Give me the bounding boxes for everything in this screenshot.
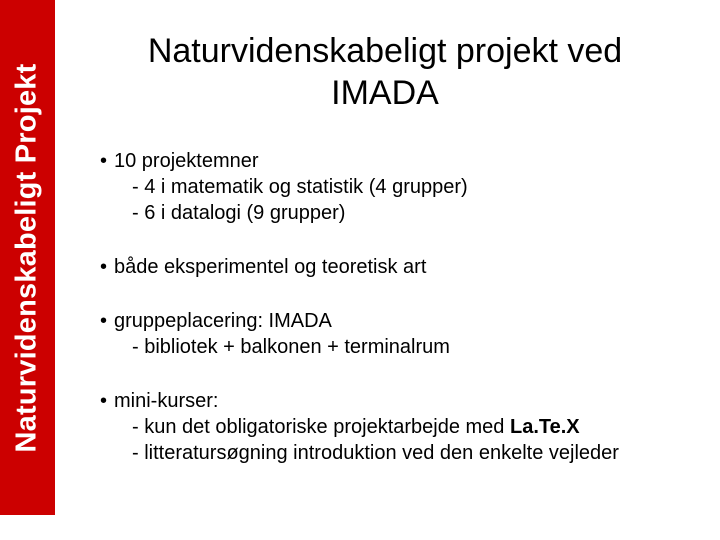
bullet-text: gruppeplacering: IMADA: [114, 310, 332, 332]
sidebar-banner: [0, 0, 55, 515]
sub-item-datalogi: - 6 i datalogi (9 grupper): [132, 202, 346, 224]
slide-title-line-2: IMADA: [331, 74, 439, 112]
sub-item-locations: - bibliotek + balkonen + terminalrum: [132, 336, 450, 358]
sidebar-label: Naturvidenskabeligt Projekt: [10, 63, 43, 453]
bullet-item-placement: [100, 308, 710, 360]
bullet-marker: •: [100, 310, 108, 332]
bullet-text: 10 projektemner: [114, 150, 259, 172]
sub-item-latex: [100, 414, 710, 440]
bullet-item-projects: [100, 148, 710, 226]
bullet-marker: •: [100, 390, 108, 412]
latex-term: La.Te.X: [510, 416, 580, 438]
bullet-marker: •: [100, 150, 108, 172]
bullet-list: [100, 148, 710, 494]
bullet-item-art: [100, 254, 710, 280]
sub-item-math: - 4 i matematik og statistik (4 grupper): [132, 176, 468, 198]
sub-item-literature: - litteratursøgning introduktion ved den enkelte vejleder: [132, 442, 619, 464]
sub-item-latex-prefix: - kun det obligatoriske projektarbejde med: [132, 416, 510, 438]
bullet-item-minicourses: [100, 388, 710, 466]
bullet-text: mini-kurser:: [114, 390, 219, 412]
bullet-text: både eksperimentel og teoretisk art: [114, 256, 427, 278]
slide-title: [100, 30, 670, 114]
bullet-marker: •: [100, 256, 108, 278]
slide-title-line-1: Naturvidenskabeligt projekt ved: [147, 32, 623, 70]
